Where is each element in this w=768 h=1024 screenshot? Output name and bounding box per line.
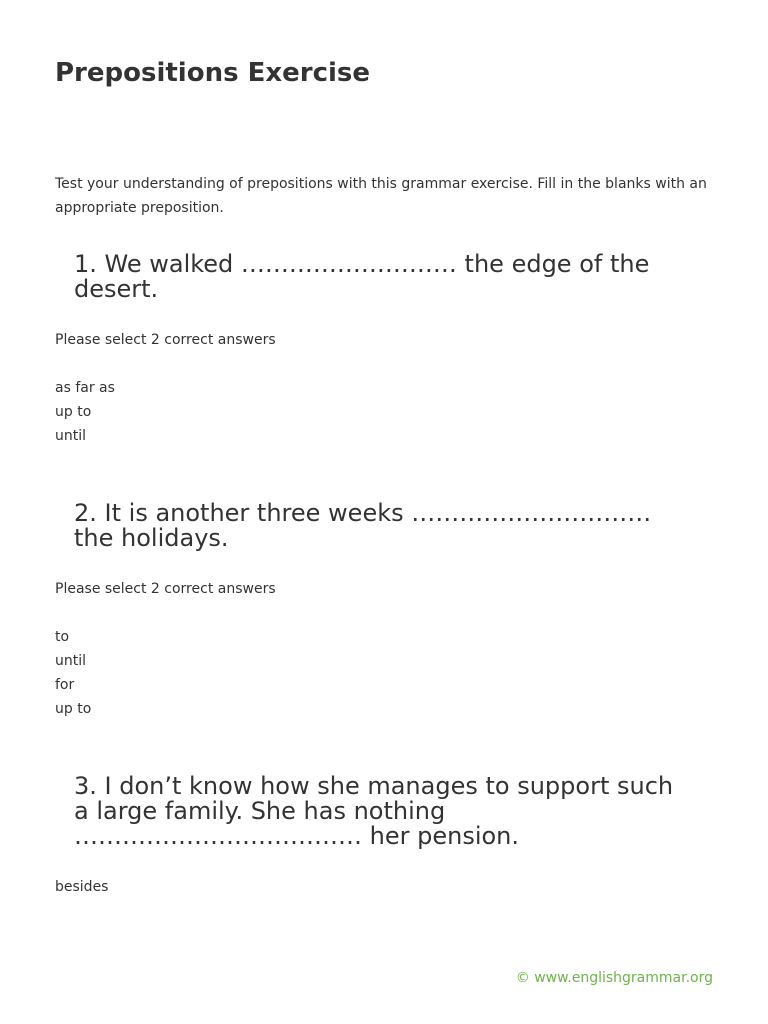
question-1 bbox=[55, 252, 715, 448]
question-instruction: Please select 2 correct answers bbox=[55, 332, 276, 348]
page-title: Prepositions Exercise bbox=[55, 58, 371, 88]
answer-option[interactable]: up to bbox=[55, 701, 92, 717]
question-text: 1. We walked ……………………… the edge of the desert. bbox=[74, 250, 650, 303]
footer-copyright-link[interactable]: © www.englishgrammar.org bbox=[515, 970, 713, 986]
answer-options bbox=[55, 875, 715, 899]
answer-option[interactable]: up to bbox=[55, 404, 92, 420]
answer-option[interactable]: as far as bbox=[55, 380, 115, 396]
answer-option[interactable]: until bbox=[55, 428, 87, 444]
answer-option[interactable]: besides bbox=[55, 879, 109, 895]
question-text: 2. It is another three weeks ………………………… the holidays. bbox=[74, 499, 652, 552]
answer-options bbox=[55, 625, 715, 721]
intro-text: Test your understanding of prepositions with this grammar exercise. Fill in the blanks with an appropriate preposition. bbox=[55, 176, 707, 216]
question-instruction: Please select 2 correct answers bbox=[55, 581, 276, 597]
question-3 bbox=[55, 774, 715, 899]
answer-options bbox=[55, 376, 715, 448]
question-text: 3. I don’t know how she manages to support such a large family. She has nothing ……………………………… her pension. bbox=[74, 772, 674, 850]
question-2 bbox=[55, 501, 715, 721]
answer-option[interactable]: for bbox=[55, 677, 75, 693]
answer-option[interactable]: until bbox=[55, 653, 87, 669]
answer-option[interactable]: to bbox=[55, 629, 70, 645]
